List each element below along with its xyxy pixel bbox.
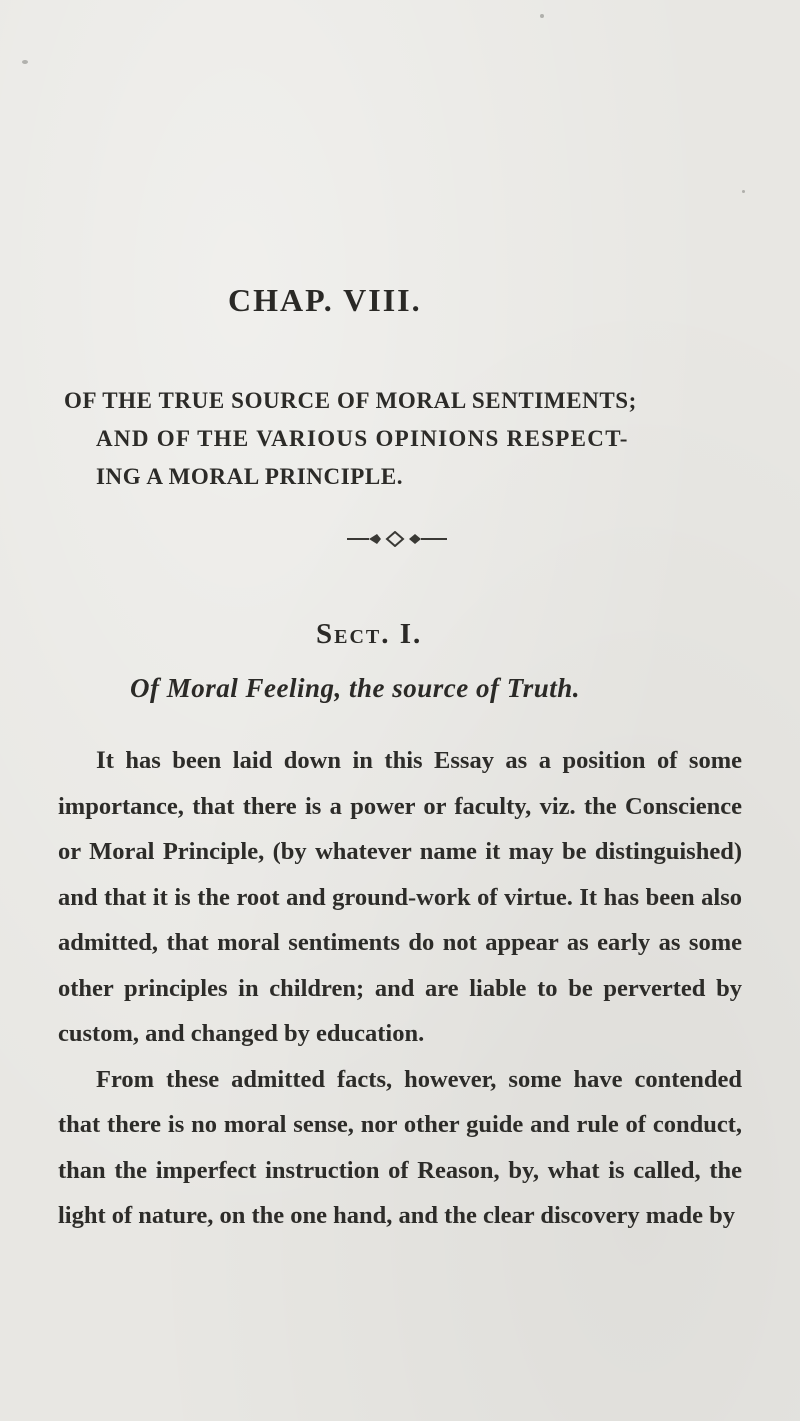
ornament-divider-icon (343, 531, 453, 547)
section-heading: Sect. I. (316, 618, 423, 650)
paper-speck (540, 14, 544, 18)
chapter-title-line: ING A MORAL PRINCIPLE. (96, 464, 404, 489)
paper-speck (22, 60, 28, 64)
section-subtitle: Of Moral Feeling, the source of Truth. (130, 673, 581, 703)
paper-speck (742, 190, 745, 193)
paragraph: It has been laid down in this Essay as a position of some importance, that there is a power or faculty, viz. the Conscience or Moral Principle, (by whatever name it may be distinguished) and that it is the root and ground-work of virtue. It has been also admitted, that moral sentiments do not appear as early as some other principles in children; and are liable to be perverted by custom, and changed by education. (58, 747, 742, 1047)
chapter-title (64, 382, 744, 496)
chapter-title-line: AND OF THE VARIOUS OPINIONS RESPECT- (96, 426, 629, 451)
paragraph: From these admitted facts, however, some have contended that there is no moral sense, nor other guide and rule of conduct, than the imperfect instruction of Reason, by, what is called, the light of nature, on the one hand, and the clear discovery made by (58, 1065, 742, 1229)
chapter-title-line: OF THE TRUE SOURCE OF MORAL SENTIMENTS; (64, 388, 637, 413)
chapter-heading: CHAP. VIII. (228, 282, 422, 318)
body-text (58, 738, 742, 1239)
